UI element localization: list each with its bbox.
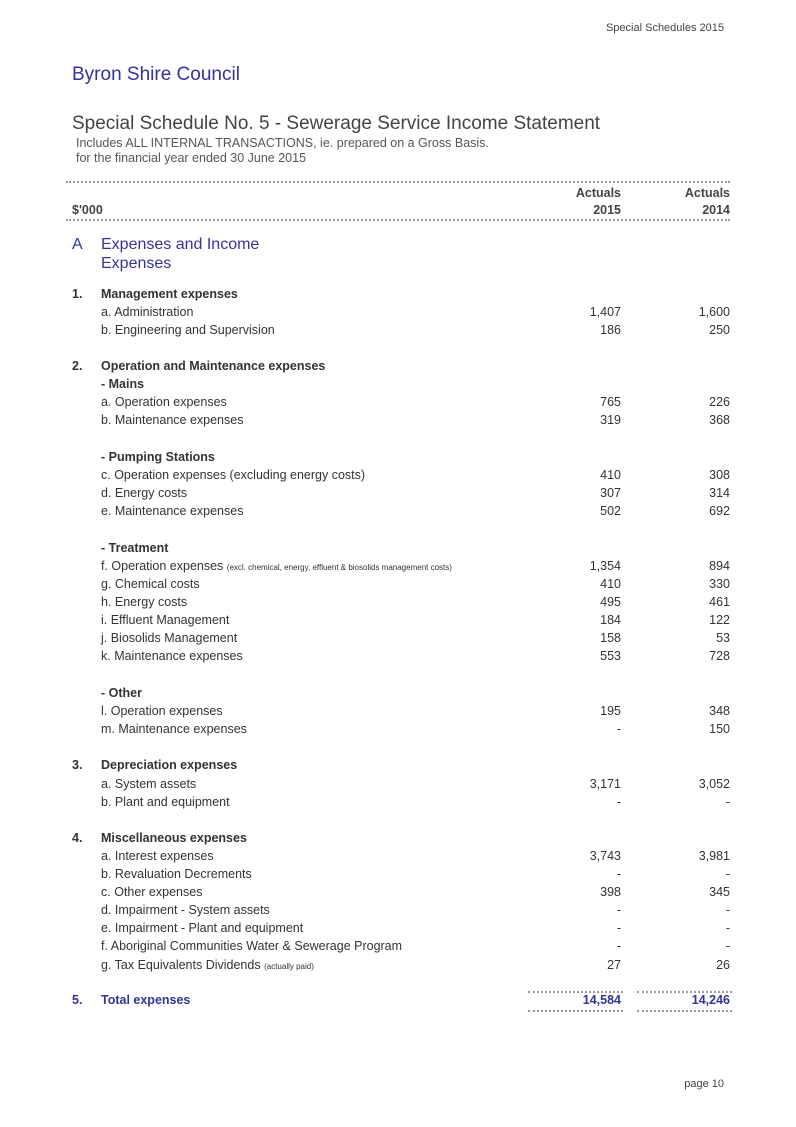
value-2014: 150 <box>709 722 730 736</box>
value-2015: - <box>616 903 621 917</box>
row-label-text: m. Maintenance expenses <box>101 722 247 736</box>
value-2014: 461 <box>709 595 730 609</box>
row-label <box>101 903 270 917</box>
value-2015: 553 <box>600 649 621 663</box>
value-2014: 3,981 <box>698 849 730 863</box>
value-2014: 1,600 <box>698 305 730 319</box>
table-row <box>0 305 796 323</box>
total-value-2015: 14,584 <box>582 993 621 1007</box>
row-label <box>101 921 303 935</box>
value-2014: 53 <box>716 631 730 645</box>
row-label-note: (actually paid) <box>264 962 314 971</box>
row-label-text: k. Maintenance expenses <box>101 649 243 663</box>
row-label <box>101 722 247 736</box>
row-label-text: i. Effluent Management <box>101 613 230 627</box>
total-number: 5. <box>72 993 83 1007</box>
table-row <box>0 541 796 559</box>
value-2015: 410 <box>600 468 621 482</box>
value-2015: - <box>616 921 621 935</box>
table-row <box>0 831 796 849</box>
running-title: Special Schedules 2015 <box>605 22 724 34</box>
value-2014: 3,052 <box>698 777 730 791</box>
row-label <box>101 395 227 409</box>
row-label <box>101 486 187 500</box>
section-number: 3. <box>72 758 83 772</box>
row-label-text: d. Energy costs <box>101 486 188 500</box>
row-label-text: b. Plant and equipment <box>101 795 230 809</box>
row-heading <box>101 758 237 772</box>
value-2015: 495 <box>600 595 621 609</box>
value-2015: - <box>616 795 621 809</box>
value-2015: 3,743 <box>589 849 621 863</box>
value-2014: - <box>725 903 730 917</box>
row-label-text: - Other <box>101 686 142 700</box>
section-number: 1. <box>72 287 83 301</box>
value-2015: 27 <box>607 958 621 972</box>
value-2015: - <box>616 867 621 881</box>
row-label <box>101 577 200 591</box>
table-row <box>0 395 796 413</box>
row-label-text: e. Maintenance expenses <box>101 504 244 518</box>
units-label: $'000 <box>72 203 103 217</box>
value-2014: 345 <box>709 885 730 899</box>
value-2015: 1,407 <box>589 305 621 319</box>
value-2015: 184 <box>600 613 621 627</box>
table-row <box>0 867 796 885</box>
value-2015: - <box>616 939 621 953</box>
row-label <box>101 885 202 899</box>
row-label <box>101 849 214 863</box>
row-label <box>101 323 275 337</box>
row-label-text: c. Other expenses <box>101 885 203 899</box>
row-label <box>101 704 223 718</box>
section-subtitle: Expenses <box>101 255 172 272</box>
schedule-title: Special Schedule No. 5 - Sewerage Service Income Statement <box>72 113 601 134</box>
row-heading <box>101 831 247 845</box>
table-row <box>0 939 796 957</box>
row-label-text: Depreciation expenses <box>101 758 238 772</box>
value-2014: 26 <box>716 958 730 972</box>
section-number: 4. <box>72 831 83 845</box>
row-label-note: (excl. chemical, energy, effluent & biosolids management costs) <box>226 563 452 572</box>
row-heading <box>101 450 215 464</box>
value-2014: - <box>725 795 730 809</box>
value-2014: 692 <box>709 504 730 518</box>
col1-header-year: 2015 <box>593 203 621 217</box>
row-heading <box>101 359 325 373</box>
table-row <box>0 631 796 649</box>
value-2015: 398 <box>600 885 621 899</box>
row-label-text: - Pumping Stations <box>101 450 215 464</box>
value-2015: 410 <box>600 577 621 591</box>
row-label <box>101 413 243 427</box>
total-line-col2-bottom <box>637 1010 732 1012</box>
table-row <box>0 921 796 939</box>
row-label <box>101 777 196 791</box>
row-label <box>101 649 243 663</box>
table-row <box>0 758 796 776</box>
total-label: Total expenses <box>101 993 191 1007</box>
table-row <box>0 504 796 522</box>
value-2015: 195 <box>600 704 621 718</box>
value-2014: 122 <box>709 613 730 627</box>
table-row <box>0 795 796 813</box>
council-name: Byron Shire Council <box>72 64 240 85</box>
row-label-text: a. System assets <box>101 777 197 791</box>
row-label-text: e. Impairment - Plant and equipment <box>101 921 304 935</box>
row-heading <box>101 287 238 301</box>
table-row <box>0 323 796 341</box>
table-row <box>0 704 796 722</box>
row-heading <box>101 686 142 700</box>
row-label-text: d. Impairment - System assets <box>101 903 270 917</box>
page-number: page 10 <box>684 1078 724 1090</box>
row-label-text: a. Administration <box>101 305 194 319</box>
table-row <box>0 413 796 431</box>
row-label-text: f. Operation expenses <box>101 559 224 573</box>
value-2015: 1,354 <box>589 559 621 573</box>
section-letter: A <box>72 236 83 253</box>
value-2015: 319 <box>600 413 621 427</box>
total-line-col1-bottom <box>528 1010 623 1012</box>
value-2014: 226 <box>709 395 730 409</box>
row-label-text: a. Interest expenses <box>101 849 214 863</box>
subtitle-gross-basis: Includes ALL INTERNAL TRANSACTIONS, ie. prepared on a Gross Basis. <box>76 136 489 150</box>
value-2014: 308 <box>709 468 730 482</box>
value-2015: 3,171 <box>589 777 621 791</box>
table-row <box>0 903 796 921</box>
row-label-text: - Mains <box>101 377 145 391</box>
row-label <box>101 631 237 645</box>
row-label-text: c. Operation expenses (excluding energy costs) <box>101 468 366 482</box>
table-row <box>0 722 796 740</box>
table-row <box>0 777 796 795</box>
value-2015: 158 <box>600 631 621 645</box>
table-row <box>0 377 796 395</box>
subtitle-financial-year: for the financial year ended 30 June 2015 <box>76 151 307 165</box>
value-2014: 728 <box>709 649 730 663</box>
row-label-text: g. Chemical costs <box>101 577 200 591</box>
value-2014: - <box>725 921 730 935</box>
table-row <box>0 595 796 613</box>
row-label-text: j. Biosolids Management <box>101 631 238 645</box>
value-2014: 368 <box>709 413 730 427</box>
row-label <box>101 795 230 809</box>
value-2014: - <box>725 867 730 881</box>
table-row <box>0 613 796 631</box>
row-label <box>101 559 452 573</box>
row-label <box>101 958 314 972</box>
value-2014: 250 <box>709 323 730 337</box>
row-label <box>101 595 187 609</box>
table-row <box>0 450 796 468</box>
row-label-text: Miscellaneous expenses <box>101 831 247 845</box>
row-label <box>101 305 193 319</box>
table-row <box>0 849 796 867</box>
table-row <box>0 359 796 377</box>
row-label <box>101 504 243 518</box>
row-label-text: g. Tax Equivalents Dividends <box>101 958 261 972</box>
row-label-text: a. Operation expenses <box>101 395 227 409</box>
value-2015: 186 <box>600 323 621 337</box>
total-value-2014: 14,246 <box>691 993 730 1007</box>
col1-header-top: Actuals <box>575 186 621 200</box>
total-row <box>0 993 796 1011</box>
section-number: 2. <box>72 359 83 373</box>
row-label-text: b. Revaluation Decrements <box>101 867 252 881</box>
row-heading <box>101 541 168 555</box>
value-2014: - <box>725 939 730 953</box>
row-label-text: h. Energy costs <box>101 595 188 609</box>
row-label-text: Operation and Maintenance expenses <box>101 359 326 373</box>
value-2014: 314 <box>709 486 730 500</box>
value-2014: 330 <box>709 577 730 591</box>
row-label-text: b. Engineering and Supervision <box>101 323 275 337</box>
section-title: Expenses and Income <box>101 236 260 253</box>
table-row <box>0 468 796 486</box>
row-heading <box>101 377 144 391</box>
table-row <box>0 486 796 504</box>
value-2014: 894 <box>709 559 730 573</box>
col2-header-top: Actuals <box>684 186 730 200</box>
row-label-text: l. Operation expenses <box>101 704 223 718</box>
row-label-text: - Treatment <box>101 541 169 555</box>
table-row <box>0 649 796 667</box>
row-label-text: Management expenses <box>101 287 238 301</box>
row-label <box>101 867 252 881</box>
col2-header-year: 2014 <box>702 203 730 217</box>
header-bottom-rule <box>66 219 730 221</box>
value-2015: 765 <box>600 395 621 409</box>
row-label <box>101 939 402 953</box>
value-2015: 307 <box>600 486 621 500</box>
value-2015: 502 <box>600 504 621 518</box>
table-row <box>0 577 796 595</box>
table-row <box>0 958 796 976</box>
value-2014: 348 <box>709 704 730 718</box>
row-label <box>101 613 229 627</box>
table-row <box>0 885 796 903</box>
header-top-rule <box>66 181 730 183</box>
row-label-text: b. Maintenance expenses <box>101 413 244 427</box>
table-row <box>0 559 796 577</box>
table-row <box>0 686 796 704</box>
table-row <box>0 287 796 305</box>
row-label <box>101 468 365 482</box>
row-label-text: f. Aboriginal Communities Water & Sewerage Program <box>101 939 403 953</box>
value-2015: - <box>616 722 621 736</box>
